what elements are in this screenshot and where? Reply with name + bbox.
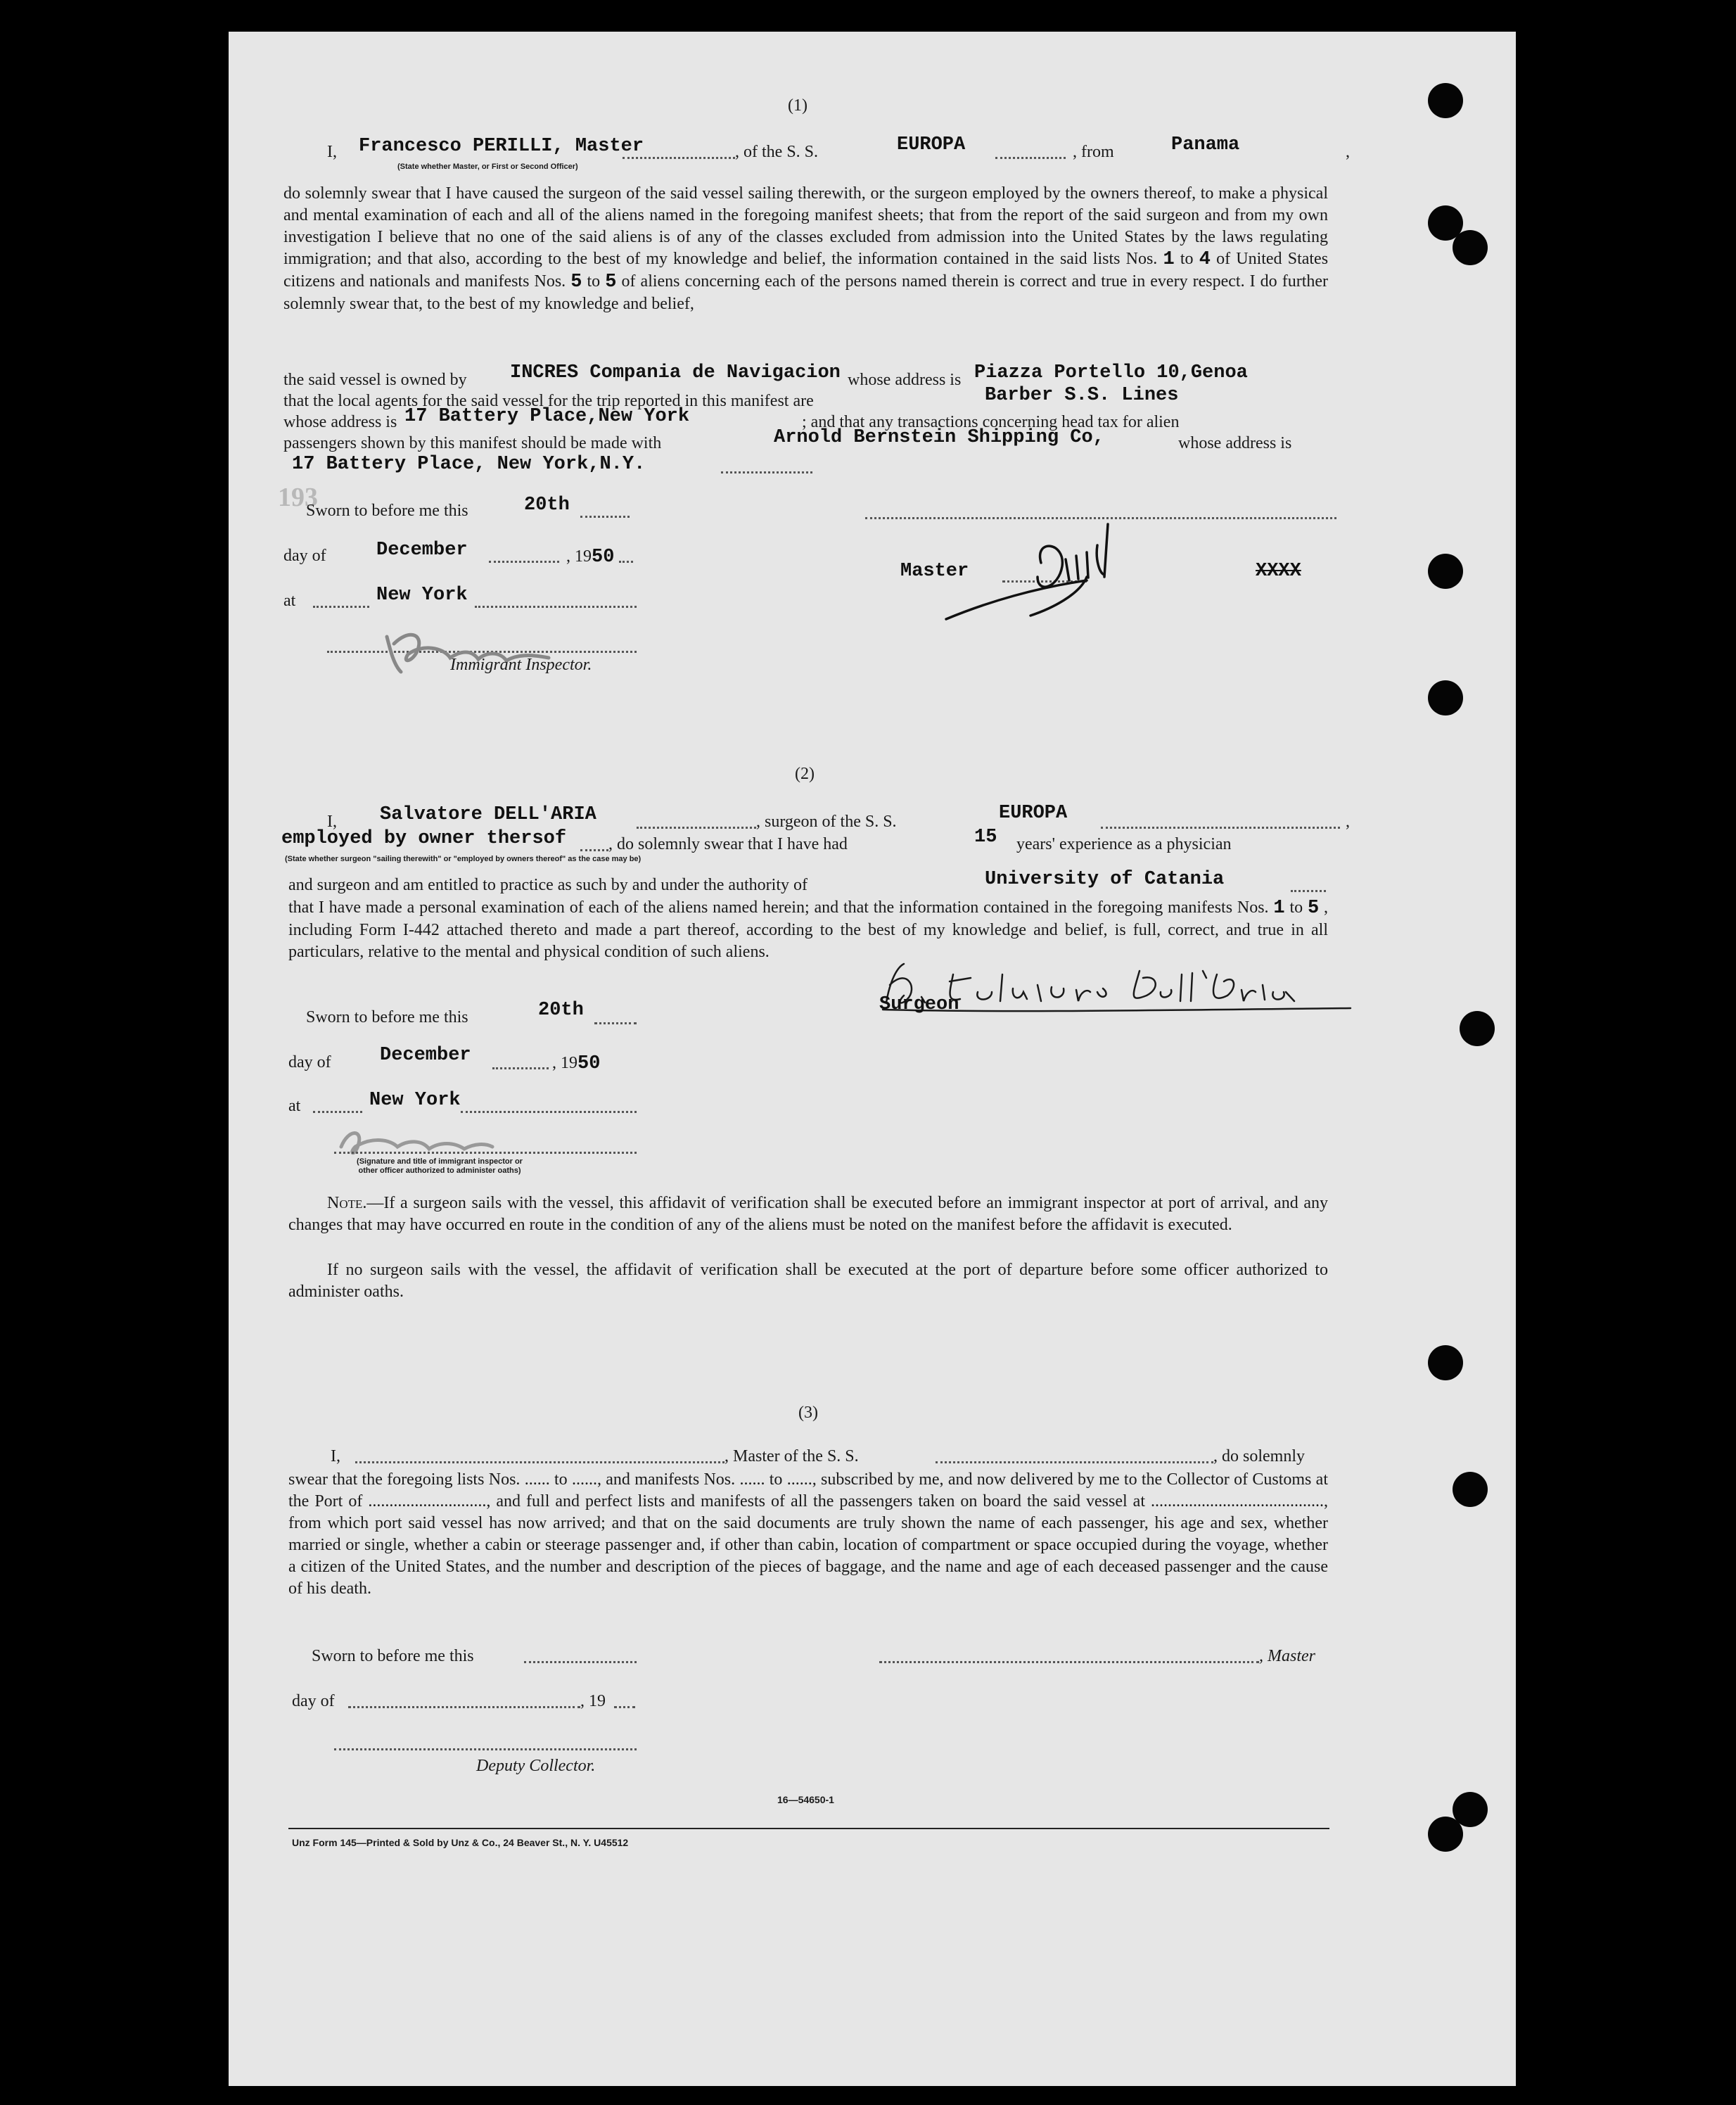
dotted-leader xyxy=(614,1706,635,1708)
manifests-to: 5 xyxy=(605,272,617,293)
head-tax-address: 17 Battery Place, New York,N.Y. xyxy=(292,454,646,475)
punch-hole xyxy=(1460,1011,1495,1046)
note-paragraph-2: If no surgeon sails with the vessel, the affidavit of verification shall be executed at the port of departure before some officer authorized to administer oaths. xyxy=(288,1261,1328,1301)
owner-address: Piazza Portello 10,Genoa xyxy=(974,362,1248,383)
dotted-leader xyxy=(623,157,735,159)
punch-hole xyxy=(1453,230,1488,265)
section-3-number: (3) xyxy=(798,1404,818,1422)
sworn-day-1: 20th xyxy=(524,495,570,516)
punch-hole xyxy=(1428,1345,1463,1380)
head-tax-address-label: whose address is xyxy=(1178,434,1292,452)
dotted-leader xyxy=(524,1661,637,1663)
section-3-line-end: , do solemnly xyxy=(1213,1447,1305,1465)
dotted-leader xyxy=(313,1111,362,1113)
at-label-1: at xyxy=(283,592,296,610)
officer-caption: (Signature and title of immigrant inspector or other officer authorized to administer oaths) xyxy=(357,1157,523,1175)
dotted-leader xyxy=(619,561,633,563)
authority-label: and surgeon and am entitled to practice as such by and under the authority of xyxy=(288,876,808,894)
at-label-2: at xyxy=(288,1097,301,1115)
dotted-leader xyxy=(461,1111,637,1113)
punch-hole xyxy=(1428,83,1463,118)
line-end: , xyxy=(1346,143,1350,161)
note-paragraph-1: Note.—If a surgeon sails with the vessel, this affidavit of verification shall be executed before an immigrant inspector at port of arrival, and any changes that may have occurred en route in the condition of any of the aliens must be noted on the manifest before the affidavit is executed. xyxy=(288,1194,1328,1234)
inspector-label: Immigrant Inspector. xyxy=(450,656,592,674)
lists-to: 4 xyxy=(1199,249,1211,270)
years-text: years' experience as a physician xyxy=(1016,835,1232,853)
master-signature-scribble xyxy=(946,510,1178,623)
surgeon-label: Surgeon xyxy=(879,994,959,1015)
line-end: , xyxy=(1346,813,1350,831)
month-2: December xyxy=(380,1045,471,1066)
collector-label: Deputy Collector. xyxy=(476,1757,596,1775)
head-tax-party: Arnold Bernstein Shipping Co, xyxy=(774,427,1104,448)
surgeon-of-label: , surgeon of the S. S. xyxy=(756,813,897,831)
day-of-label-2: day of xyxy=(288,1053,331,1071)
authority: University of Catania xyxy=(985,869,1225,890)
struck-title: XXXX xyxy=(1256,561,1301,582)
master-name: Francesco PERILLI, Master xyxy=(359,136,644,157)
section-1-i: I, xyxy=(327,143,337,161)
note-lead: Note. xyxy=(327,1194,367,1212)
dotted-leader xyxy=(580,516,630,518)
punch-hole xyxy=(1428,554,1463,589)
ship-name: EUROPA xyxy=(897,134,966,155)
owned-by-label: the said vessel is owned by xyxy=(283,371,467,389)
from-port: Panama xyxy=(1171,134,1240,155)
vessel-owner: INCRES Compania de Navigacion xyxy=(510,362,841,383)
section-2-number: (2) xyxy=(795,765,815,783)
sworn-day-2: 20th xyxy=(538,1000,584,1021)
swear-text: , do solemnly swear that I have had xyxy=(608,835,848,853)
surgeon-caption: (State whether surgeon "sailing therewith" or "employed by owners thereof" as the case may be) xyxy=(285,855,642,863)
day-of-label-1: day of xyxy=(283,547,326,565)
from-label: , from xyxy=(1073,143,1114,161)
year-3: , 19 xyxy=(580,1692,606,1710)
dotted-leader xyxy=(489,561,559,563)
dotted-leader xyxy=(492,1067,549,1069)
form-number: 16—54650-1 xyxy=(777,1794,834,1805)
footer-imprint: Unz Form 145—Printed & Sold by Unz & Co., 24 Beaver St., N. Y. U45512 xyxy=(292,1837,629,1848)
dotted-leader xyxy=(348,1706,580,1708)
whose-address-label: whose address is xyxy=(848,371,962,389)
years-experience: 15 xyxy=(974,827,997,848)
section-3-master-label: , Master of the S. S. xyxy=(725,1447,859,1465)
document-page xyxy=(229,32,1516,2086)
place-1: New York xyxy=(376,585,468,606)
dotted-leader xyxy=(580,849,608,851)
surgeon-ship: EUROPA xyxy=(999,803,1068,824)
of-the-ss-label: , of the S. S. xyxy=(735,143,819,161)
officer-signature-line xyxy=(334,1152,637,1154)
dotted-leader xyxy=(355,1461,725,1463)
agents-address: 17 Battery Place,New York xyxy=(404,406,690,427)
collector-signature-line xyxy=(334,1748,637,1750)
footer-rule xyxy=(288,1828,1329,1829)
stamp-number: 193 xyxy=(278,483,318,512)
lists-from: 1 xyxy=(1163,249,1175,270)
agents-address-label: whose address is xyxy=(283,413,397,431)
dotted-leader xyxy=(475,606,637,608)
place-2: New York xyxy=(369,1090,461,1111)
local-agents: Barber S.S. Lines xyxy=(985,385,1179,406)
surgeon-manifests-to: 5 xyxy=(1307,898,1320,919)
section-1-number: (1) xyxy=(788,96,808,115)
dotted-leader xyxy=(594,1022,637,1024)
surgeon-signature xyxy=(879,953,1358,1031)
dotted-leader xyxy=(637,827,756,829)
section-2-body: that I have made a personal examination of each of the aliens named herein; and that the information contained in the foregoing manifests Nos. 1 to 5 , including Form I-442 attached thereto and made a part thereof, according to the best of my knowledge and belief, is full, correct, and true in all particulars, relative to the mental and physical condition of such aliens. xyxy=(288,898,1329,961)
dotted-leader xyxy=(1291,890,1326,892)
master-signature-line-3 xyxy=(879,1661,1259,1663)
day-of-label-3: day of xyxy=(292,1692,335,1710)
year-1: , 1950 xyxy=(566,547,615,568)
dotted-leader xyxy=(995,157,1066,159)
master-title: Master xyxy=(900,561,969,582)
sworn-label-2: Sworn to before me this xyxy=(306,1008,468,1026)
master-caption: (State whether Master, or First or Second Officer) xyxy=(397,163,578,171)
surgeon-name: Salvatore DELL'ARIA xyxy=(380,804,596,825)
dotted-leader xyxy=(936,1461,1213,1463)
dotted-leader xyxy=(313,606,369,608)
month-1: December xyxy=(376,540,468,561)
surgeon-manifests-from: 1 xyxy=(1273,898,1285,919)
dotted-leader xyxy=(1101,827,1340,829)
sworn-label-3: Sworn to before me this xyxy=(312,1647,474,1665)
dotted-leader xyxy=(721,471,812,473)
section-3-master: , Master xyxy=(1259,1647,1315,1665)
punch-hole xyxy=(1453,1472,1488,1507)
year-2: , 1950 xyxy=(552,1053,601,1074)
agents-label: that the local agents for the said vessel for the trip reported in this manifest are xyxy=(283,392,814,410)
section-1-body: do solemnly swear that I have caused the surgeon of the said vessel sailing therewith, or the surgeon employed by the owners thereof, to make a physical and mental examination of each and all of the aliens named in the foregoing manifest sheets; that from the report of the said surgeon and from my own investigation I believe that no one of the said aliens is of any of the classes excluded from admission into the United States by the laws regulating immigration; and that also, according to the best of my knowledge and belief, the information contained in the said lists Nos. 1 to 4 of United States citizens and nationals and manifests Nos. 5 to 5 of aliens concerning each of the persons named therein is correct and true in every respect. I do further solemnly swear that, to the best of my knowledge and belief, xyxy=(283,184,1329,313)
punch-hole xyxy=(1428,680,1463,716)
punch-hole xyxy=(1428,1817,1463,1852)
head-tax-label: ; and that any transactions concerning head tax for alien xyxy=(802,413,1180,431)
employment-status: employed by owner thersof xyxy=(281,828,567,849)
section-2-i: I, xyxy=(327,813,337,831)
passengers-label: passengers shown by this manifest should be made with xyxy=(283,434,662,452)
section-3-body: swear that the foregoing lists Nos. ...... to ......, and manifests Nos. ...... to ......, subscribed by me, and now delivered by me to the Collector of Customs at the Port of ............................, and full and perfect lists and manifests of all the passengers taken on board the said vessel at ........................................., from which port said vessel has now arrived; and that on the said documents are truly shown the name of each passenger, his age and sex, whether married or single, whether a cabin or steerage passenger and, if other than cabin, location of compartment or space occupied during the voyage, whether a citizen of the United States, and the number and description of the pieces of baggage, and the name and age of each deceased passenger and the cause of his death. xyxy=(288,1470,1328,1598)
sworn-label-1: Sworn to before me this xyxy=(306,502,468,520)
section-3-i: I, xyxy=(331,1447,340,1465)
manifests-from: 5 xyxy=(570,272,582,293)
